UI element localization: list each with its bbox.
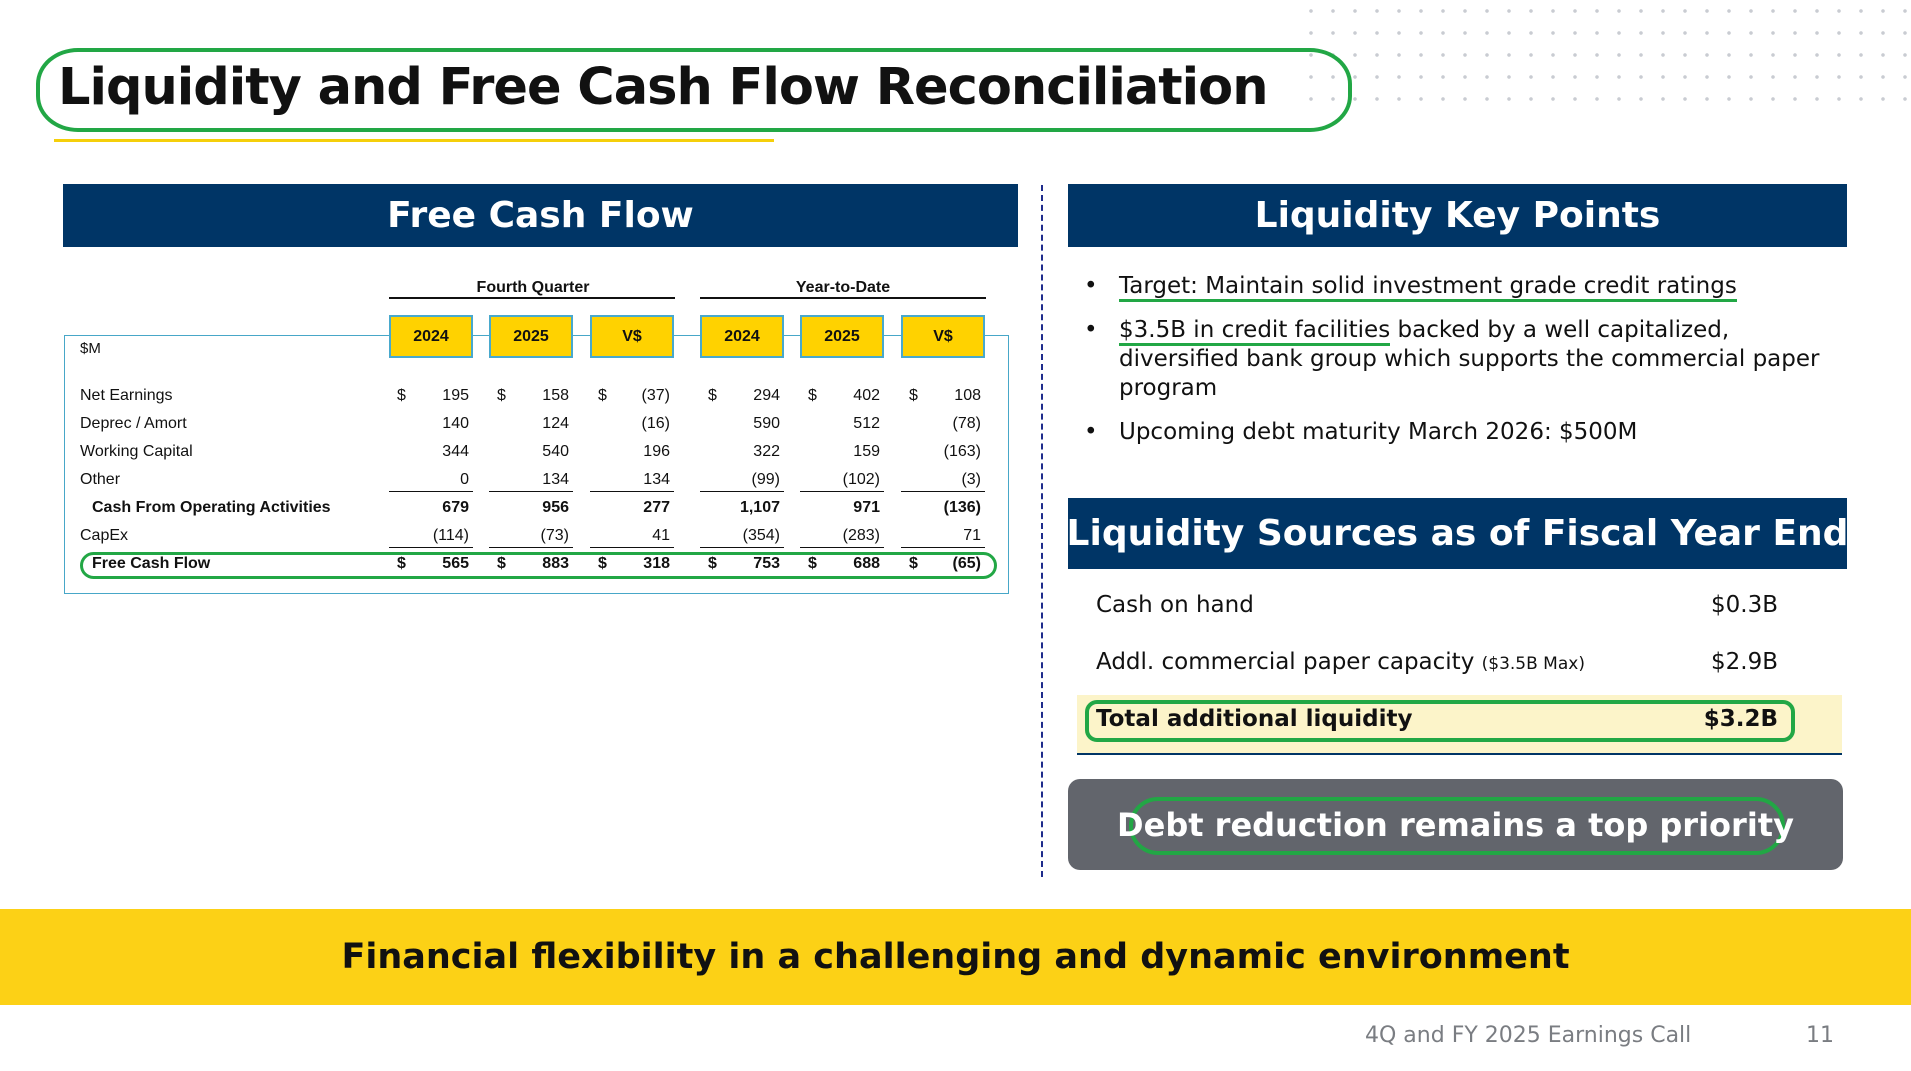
dollar-sign: $: [808, 387, 817, 404]
table-cell: [700, 387, 784, 408]
table-cell: [700, 443, 784, 464]
cell-value: 688: [853, 555, 880, 572]
cell-value: 956: [542, 499, 569, 516]
cell-value: (283): [842, 527, 880, 544]
key-point-ratings: Target: Maintain solid investment grade credit ratings: [1119, 273, 1737, 302]
table-cell: [590, 443, 674, 464]
table-cell: [389, 387, 473, 408]
page-number: 11: [1806, 1023, 1834, 1048]
cell-value: (163): [943, 443, 981, 460]
key-point-credit-highlight: $3.5B in credit facilities: [1119, 317, 1390, 346]
row-label: Cash From Operating Activities: [92, 499, 331, 516]
dollar-sign: $: [909, 387, 918, 404]
key-points-header: Liquidity Key Points: [1068, 184, 1847, 247]
dollar-sign: $: [397, 387, 406, 404]
cell-value: (73): [540, 527, 569, 544]
table-cell: [489, 415, 573, 436]
cell-value: 134: [542, 471, 569, 488]
column-header: V$: [901, 315, 985, 358]
dollar-sign: $: [598, 555, 607, 572]
group-label-year-to-date: Year-to-Date: [795, 279, 891, 296]
cell-value: (354): [742, 527, 780, 544]
cell-value: 196: [643, 443, 670, 460]
title-underline: [54, 139, 774, 142]
column-header: V$: [590, 315, 674, 358]
row-label: Other: [80, 471, 121, 488]
cell-value: 512: [853, 415, 880, 432]
cell-value: 41: [652, 527, 670, 544]
table-cell: [700, 415, 784, 436]
debt-callout-text: Debt reduction remains a top priority: [1117, 805, 1794, 844]
table-cell: [800, 527, 884, 548]
table-cell: [901, 471, 985, 492]
source-value: $2.9B: [1711, 649, 1778, 675]
row-label: Working Capital: [80, 443, 193, 460]
total-label: Total additional liquidity: [1096, 706, 1413, 732]
table-cell: [389, 443, 473, 464]
key-points-list: [1084, 272, 1844, 462]
key-point-item: [1084, 418, 1844, 447]
group-line-fourth-quarter: [389, 297, 675, 299]
cell-value: 158: [542, 387, 569, 404]
table-cell: [590, 415, 674, 436]
cell-value: 134: [643, 471, 670, 488]
column-header: 2025: [489, 315, 573, 358]
cell-value: 108: [954, 387, 981, 404]
cell-value: 159: [853, 443, 880, 460]
cell-value: 71: [963, 527, 981, 544]
cell-value: (114): [432, 527, 469, 544]
dashed-divider: [1041, 185, 1043, 877]
row-label: Free Cash Flow: [92, 555, 211, 572]
column-header: 2024: [389, 315, 473, 358]
table-cell: [901, 499, 985, 520]
group-line-year-to-date: [700, 297, 986, 299]
table-cell: [389, 499, 473, 520]
cell-value: (78): [952, 415, 981, 432]
table-cell: [489, 471, 573, 492]
dollar-sign: $: [909, 555, 918, 572]
cell-value: 971: [853, 499, 880, 516]
cell-value: 195: [442, 387, 469, 404]
row-label: CapEx: [80, 527, 129, 544]
cell-value: (16): [641, 415, 670, 432]
dollar-sign: $: [708, 555, 717, 572]
key-point-maturity: Upcoming debt maturity March 2026: $500M: [1119, 419, 1638, 445]
column-header: 2025: [800, 315, 884, 358]
key-point-item: [1084, 272, 1844, 301]
free-cash-flow-highlight-ring: [80, 552, 997, 579]
cell-value: 344: [442, 443, 469, 460]
cell-value: 0: [460, 471, 469, 488]
table-cell: [800, 415, 884, 436]
dollar-sign: $: [598, 387, 607, 404]
cell-value: 753: [753, 555, 780, 572]
bottom-banner: Financial flexibility in a challenging and dynamic environment: [0, 909, 1911, 1005]
cell-value: (136): [943, 499, 981, 516]
cell-value: (37): [641, 387, 670, 404]
table-cell: [489, 443, 573, 464]
cell-value: (99): [751, 471, 780, 488]
cell-value: 1,107: [739, 499, 780, 516]
table-cell: [700, 527, 784, 548]
table-cell: [800, 471, 884, 492]
table-cell: [489, 387, 573, 408]
cell-value: (3): [961, 471, 981, 488]
table-cell: [700, 471, 784, 492]
page-title: Liquidity and Free Cash Flow Reconciliation: [58, 58, 1268, 117]
cell-value: 590: [753, 415, 780, 432]
table-cell: [590, 471, 674, 492]
unit-label: $M: [80, 340, 101, 357]
table-cell: [389, 415, 473, 436]
key-point-credit-text: backed by a well capitalized, diversified bank group which supports the commercial paper program: [1119, 317, 1820, 401]
table-cell: [590, 499, 674, 520]
cell-value: (102): [842, 471, 880, 488]
dollar-sign: $: [397, 555, 406, 572]
key-point-item: [1084, 316, 1844, 403]
table-cell: [901, 415, 985, 436]
dot-pattern-decoration: [1300, 0, 1911, 110]
cell-value: 540: [542, 443, 569, 460]
cell-value: 140: [442, 415, 469, 432]
source-label: Addl. commercial paper capacity: [1096, 649, 1475, 675]
source-label: Cash on hand: [1096, 592, 1254, 618]
table-cell: [800, 499, 884, 520]
row-label: Net Earnings: [80, 387, 173, 404]
dollar-sign: $: [808, 555, 817, 572]
table-cell: [590, 387, 674, 408]
table-cell: [800, 387, 884, 408]
table-cell: [800, 443, 884, 464]
total-value: $3.2B: [1703, 706, 1778, 732]
liquidity-sources-header: Liquidity Sources as of Fiscal Year End: [1068, 498, 1847, 569]
cell-value: 402: [853, 387, 880, 404]
cell-value: 124: [542, 415, 569, 432]
table-cell: [901, 527, 985, 548]
table-cell: [389, 527, 473, 548]
cell-value: (65): [952, 555, 981, 572]
dollar-sign: $: [708, 387, 717, 404]
group-label-fourth-quarter: Fourth Quarter: [476, 279, 590, 296]
cell-value: 294: [753, 387, 780, 404]
cell-value: 318: [643, 555, 670, 572]
table-cell: [590, 527, 674, 548]
column-header: 2024: [700, 315, 784, 358]
fcf-panel-header: Free Cash Flow: [63, 184, 1018, 247]
footer-title: 4Q and FY 2025 Earnings Call: [1365, 1023, 1692, 1048]
cell-value: 679: [442, 499, 469, 516]
table-cell: [389, 471, 473, 492]
cell-value: 277: [643, 499, 670, 516]
cell-value: 883: [542, 555, 569, 572]
source-note: ($3.5B Max): [1481, 654, 1585, 674]
table-cell: [489, 499, 573, 520]
table-cell: [489, 527, 573, 548]
cell-value: 565: [442, 555, 469, 572]
dollar-sign: $: [497, 387, 506, 404]
dollar-sign: $: [497, 555, 506, 572]
total-row-rule: [1077, 753, 1842, 755]
cell-value: 322: [753, 443, 780, 460]
table-cell: [700, 499, 784, 520]
row-label: Deprec / Amort: [80, 415, 187, 432]
table-cell: [901, 387, 985, 408]
source-value: $0.3B: [1711, 592, 1778, 618]
table-cell: [901, 443, 985, 464]
